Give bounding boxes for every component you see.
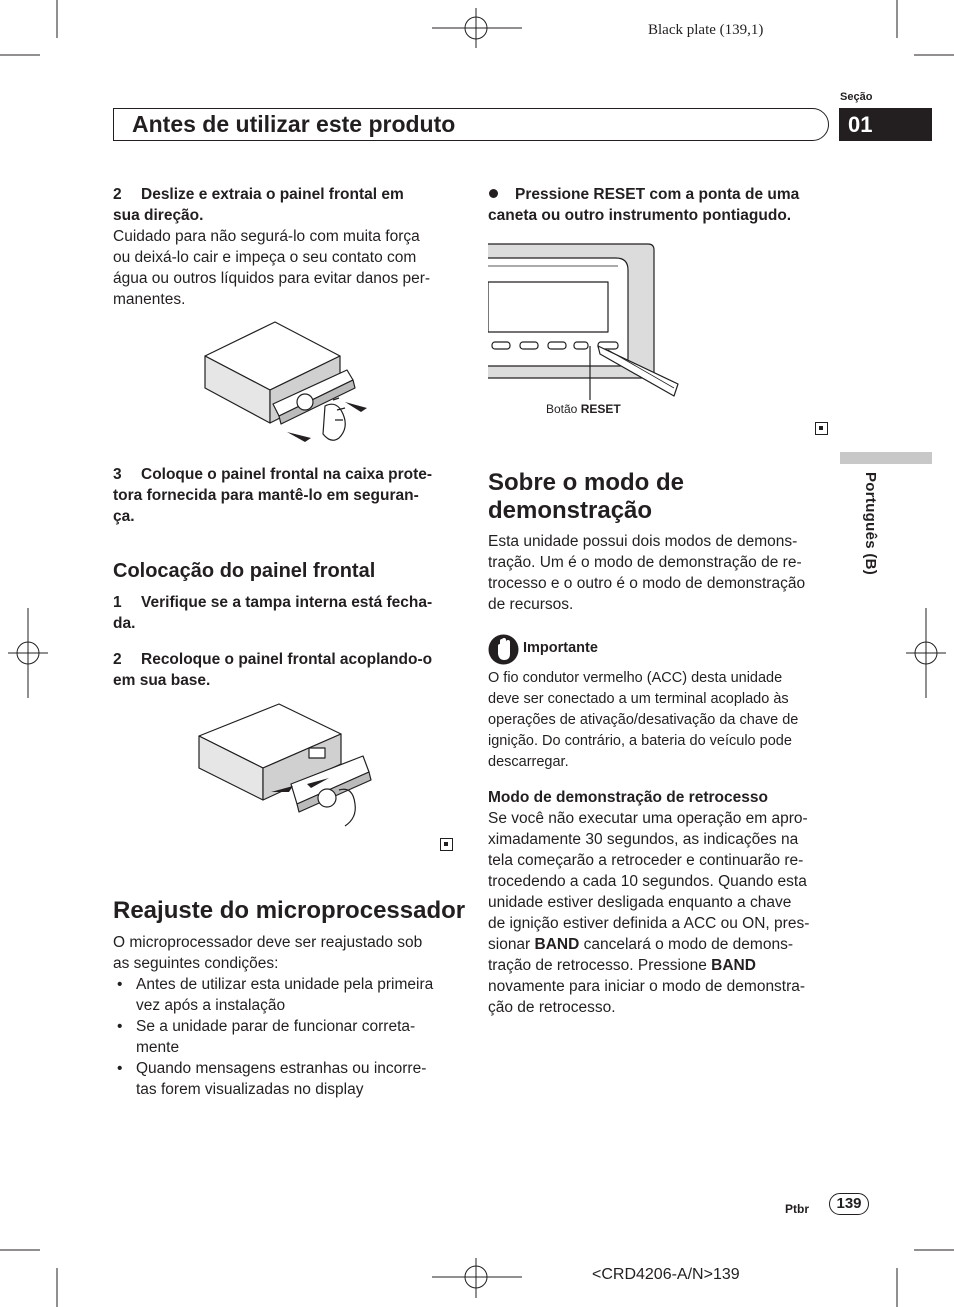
important-line: O fio condutor vermelho (ACC) desta unidade: [488, 670, 783, 686]
retro-line: Se você não executar uma operação em apro-: [488, 810, 808, 827]
demo-heading-line: demonstração: [488, 497, 653, 524]
section-label: Seção: [840, 91, 873, 103]
reset-caption: [546, 402, 621, 416]
caution-line: Cuidado para não segurá-lo com muita força: [113, 228, 420, 245]
list-item-line: mente: [136, 1039, 180, 1056]
demo-heading-line: Sobre o modo de: [488, 469, 685, 496]
caution-line: água ou outros líquidos para evitar danos per-: [113, 270, 431, 287]
language-tab-label: Português (B): [862, 472, 879, 576]
step-number: 2: [113, 186, 122, 203]
step-number: 2: [113, 651, 122, 668]
demo-line: tração. Um é o modo de demonstração de re-: [488, 554, 802, 571]
list-item-line: tas forem visualizadas no display: [136, 1081, 364, 1098]
retro-text: sionar: [488, 936, 535, 953]
reajuste-intro-line: as seguintes condições:: [113, 955, 279, 972]
black-dot-icon: [489, 189, 498, 198]
step-3-protective-case: [113, 464, 458, 527]
plate-label: Black plate (139,1): [648, 22, 764, 38]
reset-caption-bold: RESET: [580, 402, 621, 416]
reajuste-intro-line: O microprocessador deve ser reajustado sob: [113, 934, 423, 951]
colocacao-heading: Colocação do painel frontal: [113, 560, 376, 582]
reajuste-intro: [113, 932, 458, 974]
list-item-line: vez após a instalação: [136, 997, 286, 1014]
retro-text: tração de retrocesso. Pressione: [488, 957, 712, 974]
important-line: deve ser conectado a um terminal acoplado às: [488, 691, 789, 707]
document-code: <CRD4206-A/N>139: [592, 1266, 740, 1283]
demo-line: Esta unidade possui dois modos de demons-: [488, 533, 798, 550]
retro-paragraph: [488, 808, 833, 1018]
list-item: [113, 1016, 458, 1058]
language-code: Ptbr: [785, 1202, 809, 1216]
illustration-attach-panel: [193, 700, 378, 832]
demo-paragraph: [488, 531, 833, 615]
list-item-line: • Antes de utilizar esta unidade pela primeira: [136, 976, 434, 993]
list-item-line: • Se a unidade parar de funcionar correta-: [136, 1018, 416, 1035]
retro-line: ximadamente 30 segundos, as indicações na: [488, 831, 799, 848]
retro-line: ção de retrocesso.: [488, 999, 616, 1016]
reset-instruction-line: caneta ou outro instrumento pontiagudo.: [488, 207, 792, 224]
step-text: em sua base.: [113, 672, 211, 689]
retro-line: novamente para iniciar o modo de demonstra-: [488, 978, 806, 995]
step-text: Deslize e extraia o painel frontal em: [141, 186, 404, 203]
reajuste-heading: Reajuste do microprocessador: [113, 897, 466, 924]
step-text: Recoloque o painel frontal acoplando-o: [141, 651, 433, 668]
illustration-reset-button: [488, 242, 688, 400]
retro-line: trocedendo a cada 10 segundos. Quando esta: [488, 873, 807, 890]
retro-text: cancelará o modo de demons-: [579, 936, 793, 953]
demo-line: de recursos.: [488, 596, 574, 613]
caution-line: manentes.: [113, 291, 186, 308]
list-item-line: • Quando mensagens estranhas ou incorre-: [136, 1060, 427, 1077]
step-2-slide-panel: [113, 184, 458, 226]
retro-line: de ignição estiver definida a ACC ou ON, pres-: [488, 915, 810, 932]
reset-instruction: [488, 184, 833, 226]
step-text: sua direção.: [113, 207, 204, 224]
section-end-mark: [440, 838, 453, 851]
retro-line: tela começarão a retroceder e continuarão re-: [488, 852, 804, 869]
header-title: Antes de utilizar este produto: [113, 108, 829, 141]
section-end-mark: [815, 422, 828, 435]
important-line: descarregar.: [488, 754, 569, 770]
reajuste-conditions-list: [113, 974, 458, 1100]
step-number: 1: [113, 594, 122, 611]
important-line: operações de ativação/desativação da chave de: [488, 712, 799, 728]
caution-paragraph: [113, 226, 458, 310]
demo-line: trocesso e o outro é o modo de demonstração: [488, 575, 806, 592]
step-text: da.: [113, 615, 136, 632]
band-key-label: BAND: [711, 957, 756, 974]
retro-line: unidade estiver desligada enquanto a chave: [488, 894, 792, 911]
caution-line: ou deixá-lo cair e impeça o seu contato com: [113, 249, 417, 266]
language-tab-bar: [840, 452, 932, 464]
important-paragraph: [488, 668, 833, 773]
step-text: Verifique se a tampa interna está fecha-: [141, 594, 433, 611]
reset-caption-text: Botão: [546, 402, 581, 416]
importante-label: Importante: [523, 640, 598, 656]
step-text: ça.: [113, 508, 135, 525]
section-number: 01: [839, 108, 932, 141]
step-text: Coloque o painel frontal na caixa prote-: [141, 466, 433, 483]
demo-heading: [488, 469, 684, 525]
page-number: 139: [829, 1193, 869, 1215]
retro-line: [488, 934, 833, 955]
list-item: [113, 974, 458, 1016]
important-line: ignição. Do contrário, a bateria do veículo pode: [488, 733, 792, 749]
retro-line: [488, 955, 833, 976]
illustration-remove-panel: [195, 318, 375, 446]
step-1-check-cover: [113, 592, 458, 634]
warning-hand-icon: [488, 634, 519, 665]
band-key-label: BAND: [534, 936, 580, 953]
step-number: 3: [113, 466, 122, 483]
step-text: tora fornecida para mantê-lo em seguran-: [113, 487, 419, 504]
step-2-reattach-panel: [113, 649, 458, 691]
reset-instruction-line: Pressione RESET com a ponta de uma: [515, 186, 800, 203]
list-item: [113, 1058, 458, 1100]
retro-subheading: Modo de demonstração de retrocesso: [488, 789, 768, 806]
